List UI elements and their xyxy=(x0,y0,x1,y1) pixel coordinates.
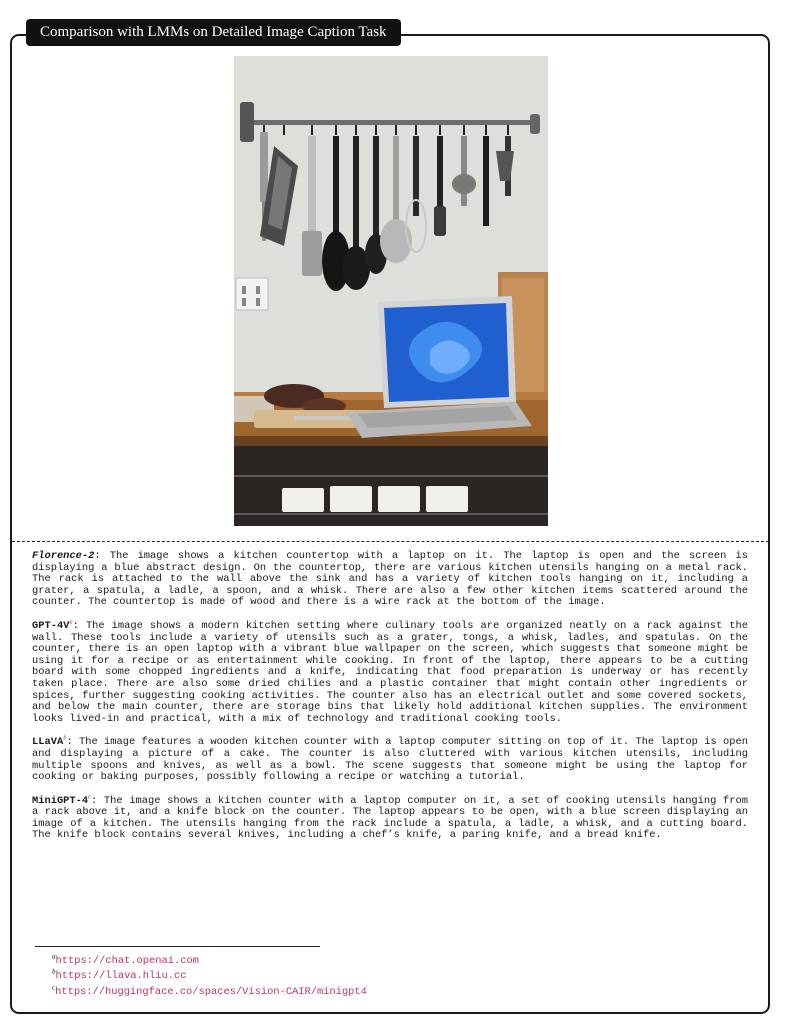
kitchen-photo xyxy=(234,56,548,526)
footnote-link[interactable]: https://llava.hliu.cc xyxy=(55,970,187,983)
footnote-link[interactable]: https://chat.openai.com xyxy=(55,955,199,967)
footnote-a: $^a$https://chat.openai.com xyxy=(52,952,199,967)
footnotes xyxy=(52,954,367,1000)
figure-title: Comparison with LMMs on Detailed Image Caption Task xyxy=(26,19,401,46)
caption-gpt4v xyxy=(32,618,748,725)
footnote-link[interactable]: https://huggingface.co/spaces/Vision-CAIR/minigpt4 xyxy=(55,985,367,998)
caption-minigpt4 xyxy=(32,793,748,842)
model-name: GPT-4V xyxy=(32,619,70,632)
caption-text: : The image shows a kitchen countertop with a laptop on it. The laptop is open and the screen is displaying a blue abstract design. On the countertop, there are various kitchen utensils hanging on a metal rack. The rack is attached to the wall above the sink and has a variety of kitchen tools hanging on it, including a grater, a spatula, a ladle, a spoon, and a whisk. There are also a few other kitchen items scattered around the counter. The countertop is made of wood and there is a wire rack at the bottom of the image. xyxy=(32,550,748,609)
caption-llava xyxy=(32,734,748,784)
caption-text: : The image features a wooden kitchen counter with a laptop computer sitting on top of it. The laptop is open and displaying a picture of a cake. The counter is also cluttered with various kitchen utensils, including multiple spoons and knives, as well as a bowl. The scene suggests that someone might be using the laptop for cooking or baking purposes, possibly following a recipe or watching a tutorial. xyxy=(32,736,748,784)
model-name: Florence-2 xyxy=(32,550,95,562)
model-name: MiniGPT-4 xyxy=(32,794,89,807)
footnote-rule xyxy=(35,946,320,947)
caption-text: : The image shows a modern kitchen setting where culinary tools are organized neatly on a rack against the wall. These tools include a variety of utensils such as a grater, tongs, a whisk, ladles, and spatulas. On the counter, there is an open laptop with a vibrant blue wallpaper on the screen, which suggests that someone might be using it for a recipe or as entertainment while cooking. In front of the laptop, there appears to be a cutting board with some chopped ingredients and a knife, indicating that food preparation is underway or has recently taken place. There are also some dried chilies and a plastic container that might contain other ingredients or spices, further suggesting cooking activities. The counter also has an electrical outlet and some covered sockets, and below the main counter, there are storage bins that likely hold additional kitchen supplies. The environment looks lived-in and practical, with a mix of technology and traditional cooking tools. xyxy=(32,619,748,725)
footnote-marker[interactable]: c xyxy=(88,793,92,801)
footnote-marker[interactable]: b xyxy=(63,734,67,742)
caption-florence xyxy=(32,551,748,609)
caption-text: : The image shows a kitchen counter with a laptop computer on it, a set of cooking utensils hanging from a rack above it, and a knife block on the counter. The laptop appears to be open, with a blue screen displaying an image of a kitchen. The utensils hanging from the rack include a spatula, a ladle, a whisk, and a cutting board. The knife block contains several knives, including a chef’s knife, a paring knife, and a bread knife. xyxy=(32,794,748,842)
footnote-b: $^b$https://llava.hliu.cc xyxy=(52,967,187,983)
section-divider xyxy=(12,541,769,542)
footnote-c: $^c$https://huggingface.co/spaces/Vision-CAIR/minigpt4 xyxy=(52,983,367,998)
captions-list xyxy=(32,551,748,854)
model-name: LLaVA xyxy=(32,736,64,749)
footnote-marker[interactable]: a xyxy=(69,618,73,626)
